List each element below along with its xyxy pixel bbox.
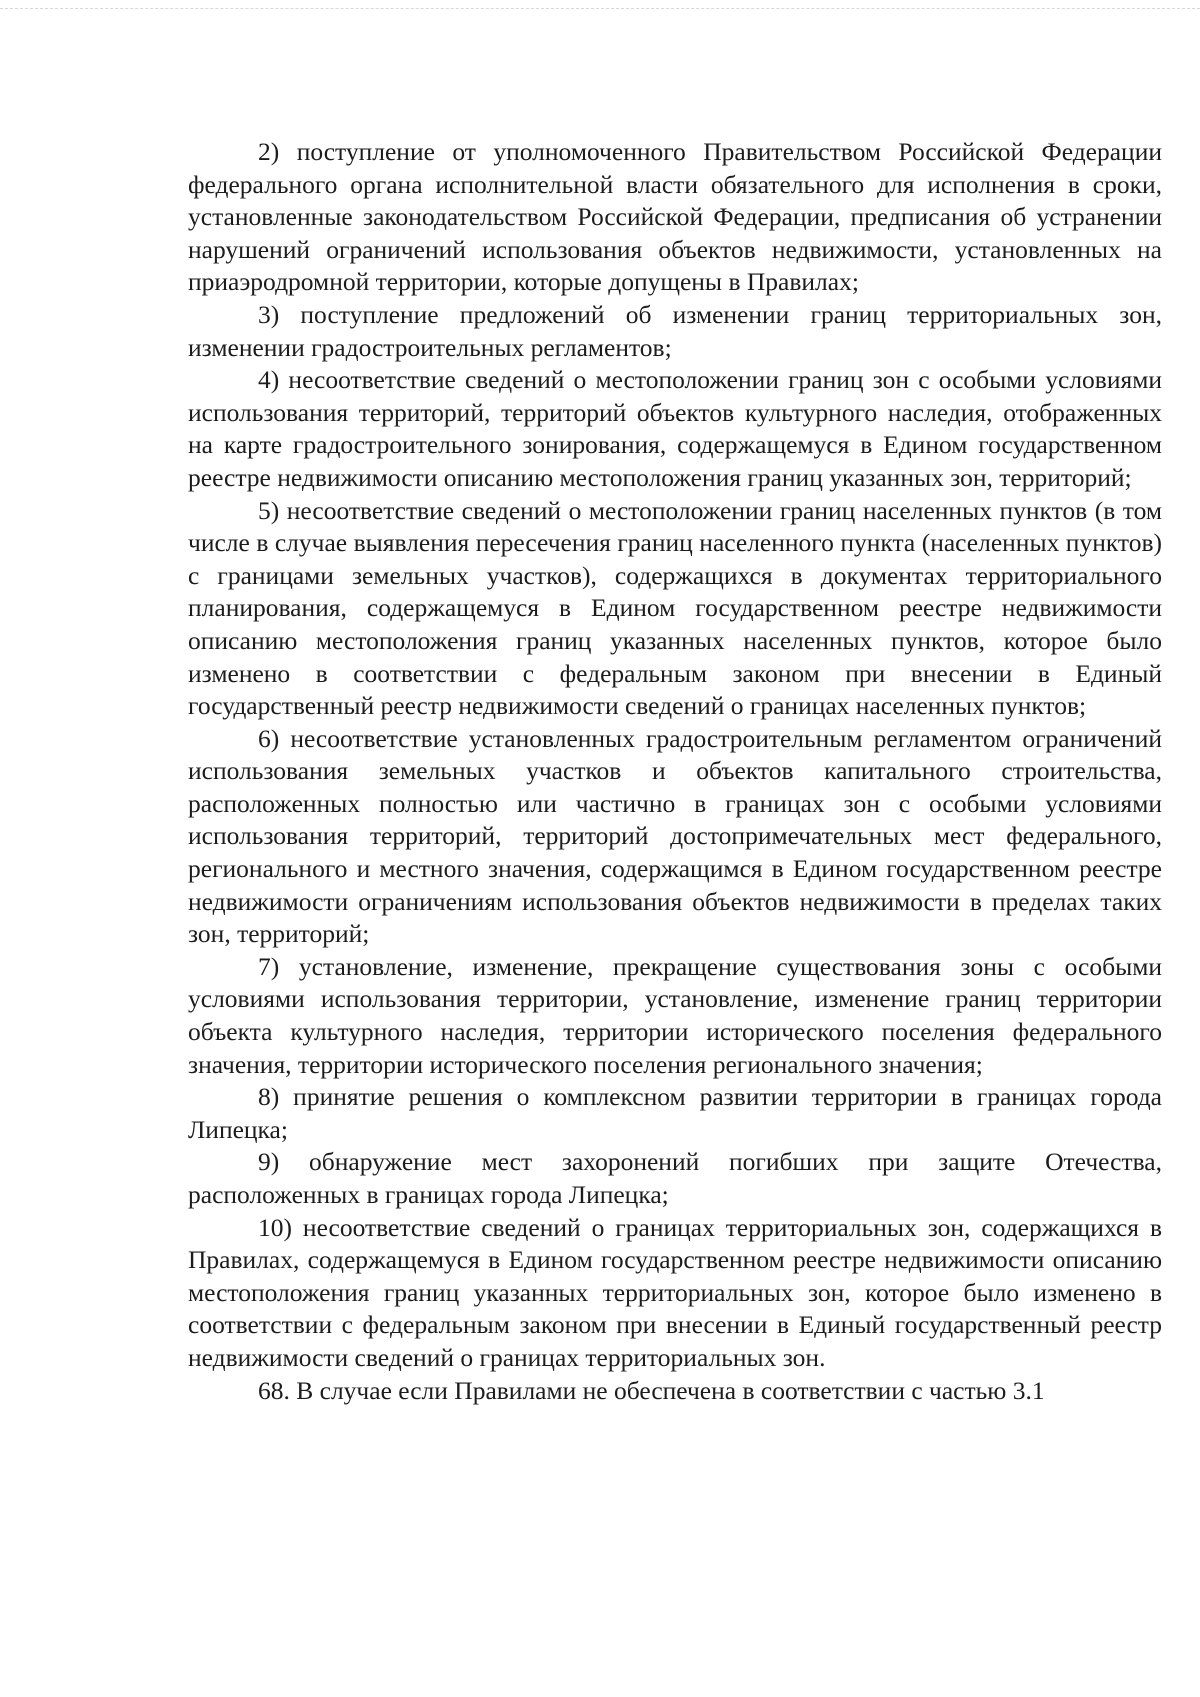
list-item-10: 10) несоответствие сведений о границах территориальных зон, содержащихся в Правилах, содержащемуся в Едином государственном реестре недвижимости описанию местоположения границ указанных территориальных зон, которое было изменено в соответствии с федеральным законом при внесении в Единый государственный реестр недвижимости сведений о границах территориальных зон.	[188, 1212, 1162, 1372]
list-item-5: 5) несоответствие сведений о местоположении границ населенных пунктов (в том числе в случае выявления пересечения границ населенного пункта (населенных пунктов) с границами земельных участков), содержащихся в документах территориального планирования, содержащемуся в Едином государственном реестре недвижимости описанию местоположения границ указанных населенных пунктов, которое было изменено в соответствии с федеральным законом при внесении в Единый государственный реестр недвижимости сведений о границах населенных пунктов;	[188, 495, 1162, 721]
list-item-8: 8) принятие решения о комплексном развитии территории в границах города Липецка;	[188, 1082, 1162, 1144]
list-item-2: 2) поступление от уполномоченного Правительством Российской Федерации федерального органа исполнительной власти обязательного для исполнения в сроки, установленные законодательством Российской Федерации, предписания об устранении нарушений ограничений использования объектов недвижимости, установленных на приаэродромной территории, которые допущены в Правилах;	[188, 137, 1162, 297]
list-item-7: 7) установление, изменение, прекращение существования зоны с особыми условиями использования территории, установление, изменение границ территории объекта культурного наследия, территории исторического поселения федерального значения, территории исторического поселения регионального значения;	[188, 951, 1162, 1079]
document-body	[188, 136, 1162, 1407]
list-item-6: 6) несоответствие установленных градостроительным регламентом ограничений использования земельных участков и объектов капитального строительства, расположенных полностью или частично в границах зон с особыми условиями использования территорий, территорий достопримечательных мест федерального, регионального и местного значения, содержащимся в Едином государственном реестре недвижимости ограничениям использования объектов недвижимости в пределах таких зон, территорий;	[188, 723, 1162, 949]
list-item-4: 4) несоответствие сведений о местоположении границ зон с особыми условиями использования территорий, территорий объектов культурного наследия, отображенных на карте градостроительного зонирования, содержащемуся в Едином государственном реестре недвижимости описанию местоположения границ указанных зон, территорий;	[188, 365, 1162, 492]
list-item-3: 3) поступление предложений об изменении границ территориальных зон, изменении градостроительных регламентов;	[188, 299, 1162, 362]
scan-top-edge	[0, 8, 1200, 9]
list-item-9: 9) обнаружение мест захоронений погибших при защите Отечества, расположенных в границах города Липецка;	[188, 1147, 1162, 1209]
clause-68: 68. В случае если Правилами не обеспечена в соответствии с частью 3.1	[258, 1375, 1045, 1405]
